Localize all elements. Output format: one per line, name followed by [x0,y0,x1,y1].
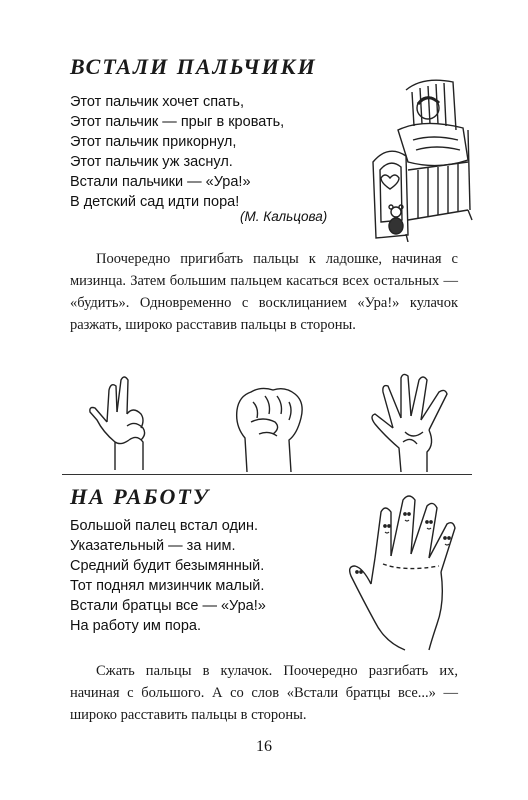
section-title-vstali-palchiki: ВСТАЛИ ПАЛЬЧИКИ [70,54,317,79]
poem-line: Средний будит безымянный. [70,558,265,574]
poem-line: Этот пальчик уж заснул. [70,154,233,170]
poem-line: Этот пальчик прикорнул, [70,134,237,150]
instructions-na-rabotu: Сжать пальцы в кулачок. Поочередно разгибать их, начиная с большого. А со слов «Встали братцы все...» — широко расставить пальцы в стороны. [70,663,458,723]
hand-fist-illustration [225,378,315,474]
poem-line: Этот пальчик — прыг в кровать, [70,114,285,130]
poem-line: На работу им пора. [70,618,201,634]
poem-line: Большой палец встал один. [70,518,259,534]
page-number: 16 [256,738,272,755]
poem-vstali-palchiki [70,92,284,212]
poem-line: Встали пальчики — «Ура!» [70,174,251,190]
instructions-vstali-palchiki: Поочередно пригибать пальцы к ладошке, начиная с мизинца. Затем большим пальцем касаться всех остальных — «будить». Одновременно с восклицанием «Ура!» кулачок разжать, широко расставив пальцы в стороны. [70,251,458,333]
hand-finger-faces-illustration [345,492,470,652]
section-divider [62,474,472,475]
poem-na-rabotu [70,516,266,636]
poem-line: В детский сад идти пора! [70,194,240,210]
poem-line: Указательный — за ним. [70,538,236,554]
crib-illustration [368,70,483,242]
poem-author: (М. Кальцова) [240,209,328,224]
poem-line: Встали братцы все — «Ура!» [70,598,266,614]
hand-bent-fingers-illustration [85,372,175,472]
poem-line: Этот пальчик хочет спать, [70,94,245,110]
section-title-na-rabotu: НА РАБОТУ [70,484,211,509]
hand-open-illustration [365,370,465,474]
poem-line: Тот поднял мизинчик малый. [70,578,265,594]
